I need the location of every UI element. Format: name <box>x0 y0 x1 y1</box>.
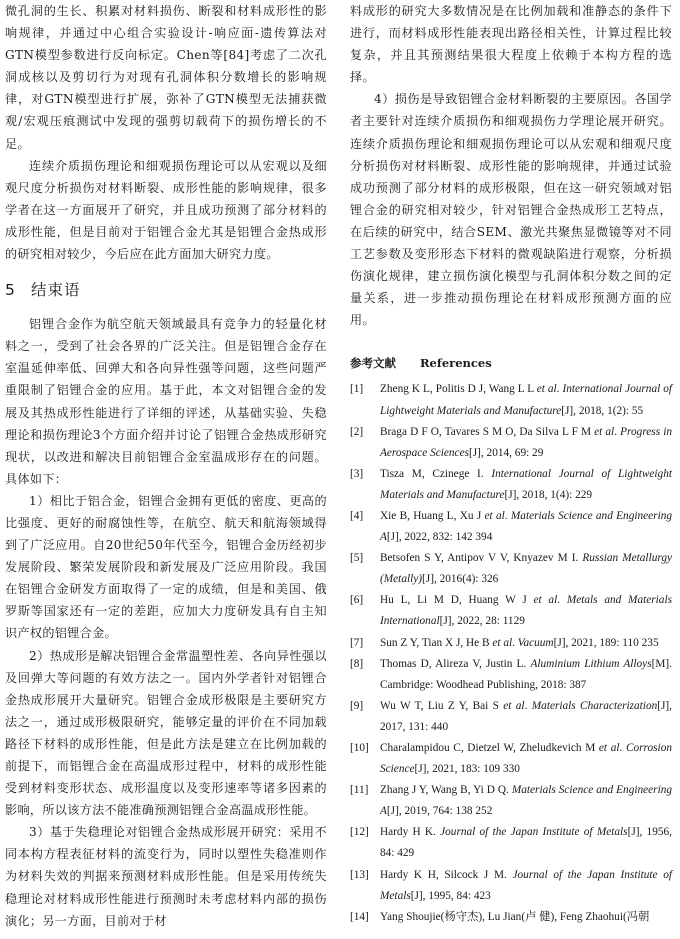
reference-etal: et al <box>533 594 558 607</box>
reference-details: [J], 2021, 183: 109 330 <box>414 763 520 776</box>
reference-item <box>350 780 672 822</box>
reference-source: Corrosion Science <box>380 742 672 776</box>
body-paragraph: 铝锂合金作为航空航天领域最具有竞争力的轻量化材料之一，受到了社会各界的广泛关注。但是铝锂合金存在室温延伸率低、回弹大和各向异性强等问题，这些问题严重限制了铝锂合金的应用。基于此，本文对铝锂合金的发展及其热成形性能进行了详细的评述，从基础实验、失稳理论和损伤理论3个方面介绍并讨论了铝锂合金热成形研究现状，以改进和解决目前铝锂合金室温成形存在的问题。具体如下： <box>5 317 327 486</box>
reference-authors: Wu W T, Liu Z Y, Bai S <box>380 699 504 712</box>
reference-list <box>350 379 672 927</box>
reference-item <box>350 865 672 907</box>
body-paragraph: 4）损伤是导致铝锂合金材料断裂的主要原因。各国学者主要针对连续介质损伤和细观损伤力学理论展开研究。连续介质损伤理论和细观损伤理论可以从宏观和细观尺度分析损伤对材料断裂、成形性能的影响规律，并通过试验成功预测了部分材料的成形极限，但在这一研究领域对铝锂合金的研究相对较少，针对铝锂合金热成形工艺特点，在后续的研究中，结合SEM、激光共聚焦显微镜等对不同工艺参数及变形形态下材料的微观缺陷进行观察，分析损伤演化规律，建立损伤演化模型与孔洞体积分数之间的定量关系，进一步推动损伤理论在材料成形预测方面的应用。 <box>350 92 672 328</box>
reference-separator: . <box>614 425 621 438</box>
reference-source: Materials Characterization <box>531 699 658 712</box>
reference-number: [14] <box>350 910 369 923</box>
section-title: 结束语 <box>31 281 81 300</box>
reference-details: [J], 2018, 1(2): 55 <box>561 404 644 417</box>
reference-details: [J], 1995, 84: 423 <box>410 889 491 902</box>
reference-source: International Journal of Lightweight Materials and Manufacture <box>380 467 672 501</box>
reference-item <box>350 590 672 632</box>
reference-source: Journal of the Japan Institute of Metals <box>440 826 628 839</box>
reference-number: [11] <box>350 784 369 797</box>
reference-item <box>350 422 672 464</box>
reference-number: [2] <box>350 425 364 438</box>
reference-details: [J], 2022, 28: 1129 <box>439 615 525 628</box>
right-column <box>350 0 672 928</box>
body-paragraph: 料成形的研究大多数情况是在比例加载和准静态的条件下进行，而材料成形性能表现出路径相关性，计算过程比较复杂，并且其预测结果很大程度上依赖于本构方程的选择。 <box>350 4 672 85</box>
reference-item <box>350 633 672 654</box>
reference-details: [J], 2014, 69: 29 <box>468 446 544 459</box>
reference-source: Materials Science and Engineering A <box>380 509 672 544</box>
reference-source: Russian Metallurgy (Metally) <box>380 552 672 586</box>
reference-etal: et al <box>598 742 620 754</box>
body-paragraph: 2）热成形是解决铝锂合金常温塑性差、各向异性强以及回弹大等问题的有效方法之一。国内外学者针对铝锂合金热成形展开大量研究。铝锂合金成形极限是主要研究方法之一，通过成形极限研究，能够定量的评价在不同加载路径下材料的成形性能，但是此方法是建立在比例加载的前提下，而铝锂合金在高温成形过程中，材料的成形性能受到材料变形状态、成形温度以及变形速率等诸多因素的影响，所以该方法不能准确预测铝锂合金高温成形性能。 <box>5 648 327 818</box>
reference-authors: Thomas D, Alireza V, Justin L. <box>380 657 531 670</box>
reference-number: [7] <box>350 636 364 649</box>
body-paragraph: 连续介质损伤理论和细观损伤理论可以从宏观以及细观尺度分析损伤对材料断裂、成形性能的影响规律，很多学者在这一方面展开了研究，并且成功预测了部分材料的成形性能，但是目前对于铝锂合金尤其是铝锂合金热成形的研究相对较少，今后应在此方面加大研究力度。 <box>5 158 327 262</box>
references-title-cn: 参考文献 <box>350 356 396 371</box>
reference-source: Progress in Aerospace Sciences <box>380 425 672 459</box>
reference-item <box>350 696 672 738</box>
reference-etal: et al <box>503 699 525 712</box>
reference-item <box>350 822 672 864</box>
reference-separator: . <box>619 742 626 754</box>
reference-number: [10] <box>350 742 369 754</box>
reference-details: [J], 2022, 832: 142 394 <box>386 531 493 544</box>
reference-item <box>350 907 672 928</box>
reference-details: [J], 2018, 1(4): 229 <box>504 488 593 501</box>
reference-authors: Xie B, Huang L, Xu J <box>380 509 485 522</box>
reference-item <box>350 738 672 780</box>
reference-details: [J], 2021, 189: 110 235 <box>553 636 659 649</box>
reference-authors: Charalampidou C, Dietzel W, Zheludkevich M <box>380 742 599 754</box>
reference-separator: . <box>556 383 563 396</box>
reference-etal: et al <box>492 636 513 649</box>
reference-number: [1] <box>350 383 364 396</box>
reference-number: [13] <box>350 868 369 881</box>
reference-authors: Betsofen S Y, Antipov V V, Knyazev M I. <box>380 552 583 565</box>
reference-details: [J], 2017, 131: 440 <box>380 699 672 733</box>
reference-authors: Zhang J Y, Wang B, Yi D Q. <box>380 784 512 797</box>
reference-source: Materials Science and Engineering A <box>380 784 673 818</box>
reference-authors: Zheng K L, Politis D J, Wang L L <box>380 383 537 396</box>
reference-authors: Hardy H K. <box>380 826 441 839</box>
reference-authors: Hu L, Li M D, Huang W J <box>380 594 534 607</box>
section-heading <box>5 278 327 300</box>
references-title-en: References <box>420 356 492 371</box>
reference-etal: et al <box>484 509 505 522</box>
reference-source: Metals and Materials International <box>380 594 672 628</box>
reference-etal: et al <box>594 425 615 438</box>
reference-separator: . <box>557 594 567 607</box>
reference-source: Journal of the Japan Institute of Metals <box>380 868 672 902</box>
body-paragraph: 微孔洞的生长、积累对材料损伤、断裂和材料成形性的影响规律，并通过中心组合实验设计-响应面-遗传算法对GTN模型参数进行反向标定。Chen等[84]考虑了二次孔洞成核以及剪切行为对现有孔洞体积分数增长的影响规律，对GTN模型进行扩展，弥补了GTN模型无法捕获微观/宏观压痕测试中发现的强剪切载荷下的损伤增长的不足。 <box>5 4 327 151</box>
reference-item <box>350 464 672 506</box>
reference-source: Aluminium Lithium Alloys <box>530 657 652 670</box>
reference-etal: et al <box>536 383 557 396</box>
body-paragraph: 3）基于失稳理论对铝锂合金热成形展开研究：采用不同本构方程表征材料的流变行为，同时以塑性失稳准则作为材料失效的判据来预测材料成形性能。但是采用传统失稳理论对材料成形性能进行预测时未考虑材料内部的损伤演化；另一方面，目前对于材 <box>5 825 327 928</box>
references-heading <box>350 355 672 371</box>
reference-details: [M]. Cambridge: Woodhead Publishing, 2018: 387 <box>380 657 672 691</box>
reference-details: [J], 1956, 84: 429 <box>380 826 672 860</box>
reference-separator: . <box>524 699 532 712</box>
reference-number: [6] <box>350 594 364 607</box>
reference-number: [9] <box>350 699 364 712</box>
reference-separator: . <box>512 636 518 649</box>
reference-separator: . <box>504 509 511 522</box>
reference-number: [3] <box>350 467 364 480</box>
reference-number: [12] <box>350 826 369 839</box>
reference-authors: Braga D F O, Tavares S M O, Da Silva L F M <box>380 425 595 438</box>
reference-source: Vacuum <box>517 636 554 649</box>
reference-source: International Journal of Lightweight Materials and Manufacture <box>380 383 673 417</box>
section-number: 5 <box>5 281 16 300</box>
reference-authors: Hardy K H, Silcock J M. <box>380 868 513 881</box>
reference-item <box>350 379 672 421</box>
reference-authors: Tisza M, Czinege I. <box>380 467 492 480</box>
reference-details: [J], 2016(4): 326 <box>422 573 499 586</box>
reference-authors: Yang Shoujie(杨守杰), Lu Jian(卢 健), Feng Zhaohui(冯朝 <box>380 910 650 923</box>
reference-details: [J], 2019, 764: 138 252 <box>386 805 493 818</box>
reference-item <box>350 654 672 696</box>
reference-authors: Sun Z Y, Tian X J, He B <box>380 636 493 649</box>
reference-item <box>350 548 672 590</box>
reference-number: [4] <box>350 509 364 522</box>
reference-number: [8] <box>350 657 364 670</box>
body-paragraph: 1）相比于铝合金，铝锂合金拥有更低的密度、更高的比强度、更好的耐腐蚀性等，在航空、航天和航海领域得到了广泛应用。自20世纪50年代至今，铝锂合金历经初步发展阶段、繁荣发展阶段和新发展及广泛应用阶段。我国在铝锂合金研发方面取得了一定的成绩，但是和美国、俄罗斯等国家还有一定的差距，应加大力度研发具有自主知识产权的铝锂合金。 <box>5 493 327 641</box>
left-column <box>5 0 327 932</box>
reference-number: [5] <box>350 552 364 565</box>
reference-item <box>350 506 672 548</box>
